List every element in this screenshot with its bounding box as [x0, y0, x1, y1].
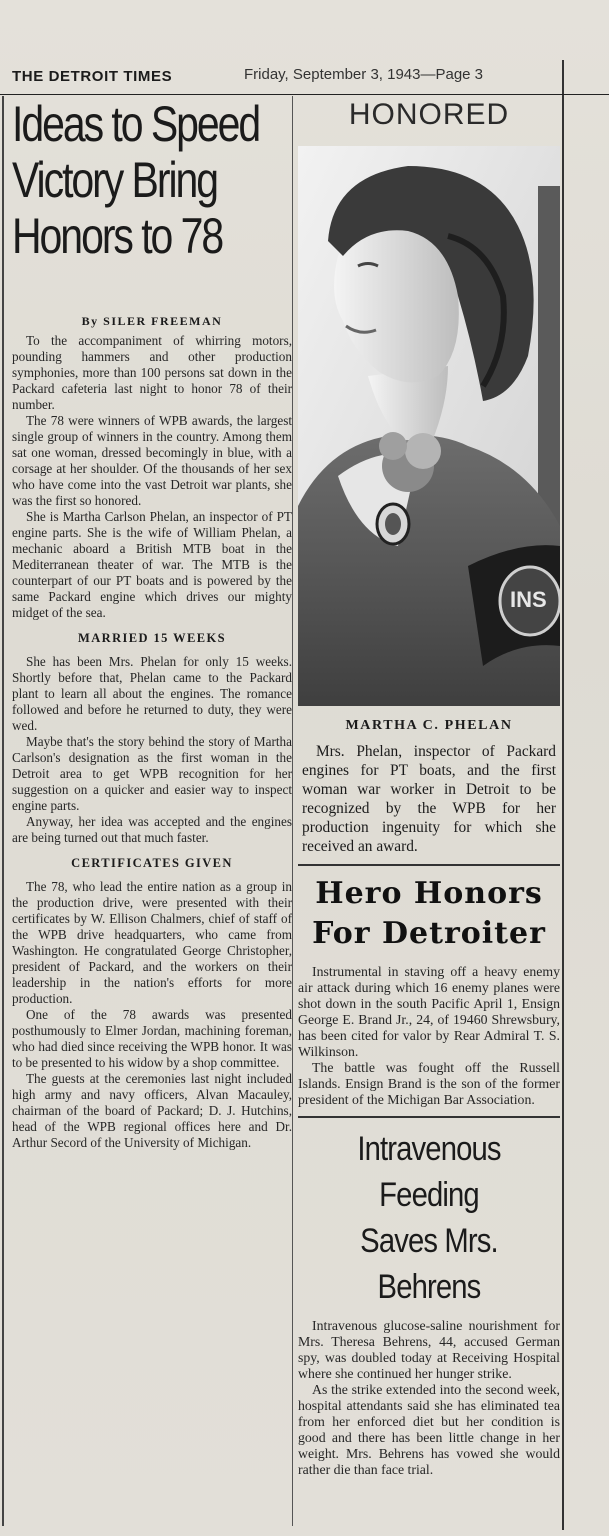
- headline-line: Victory Bring: [12, 152, 218, 208]
- story-paragraph: The 78 were winners of WPB awards, the largest single group of winners in the country. Among them sat one woman, dressed becomingly in blue, with a corsage at her shoulder. Of the thousands of her sex who have come into the vast Detroit war plants, she was the first so honored.: [12, 413, 292, 508]
- headline-line: For Detroiter: [312, 916, 546, 951]
- headline-line: Saves Mrs. Behrens: [360, 1222, 498, 1306]
- right-edge-rule: [562, 60, 564, 1530]
- story-paragraph: As the strike extended into the second week, hospital attendants said she has eliminated tea from her enforced diet but her condition is good and there has been little change in her weight. Mrs. Behrens has vowed she would rather die than face trial.: [298, 1382, 560, 1477]
- story-paragraph: She has been Mrs. Phelan for only 15 weeks. Shortly before that, Phelan came to the Packard plant to learn all about the engines. The romance followed and before he returned to duty, they were wed.: [12, 654, 292, 733]
- column-rule: [292, 96, 293, 1526]
- photo-label: HONORED: [348, 98, 510, 131]
- right-column: [298, 96, 560, 1478]
- story-paragraph: The battle was fought off the Russell Islands. Ensign Brand is the son of the former president of the Michigan Bar Association.: [298, 1060, 560, 1107]
- behrens-headline: [316, 1126, 541, 1310]
- headline-line: Intravenous Feeding: [357, 1130, 501, 1214]
- story-paragraph: The 78, who lead the entire nation as a group in the production drive, were presented with their certificates by W. Ellison Chalmers, chief of staff of the WPB drive headquarters, who came from Washington. He congratulated George Christopher, president of Packard, and the workers on their leadership in the nation's efforts for more production.: [12, 879, 292, 1006]
- headline-line: Ideas to Speed: [12, 96, 260, 152]
- caption-text: Mrs. Phelan, inspector of Packard engines for PT boats, and the first woman war worker in Detroit to be recognized by the WPB for her production ingenuity for which she received an award.: [302, 743, 556, 855]
- headline-line: Hero Honors: [315, 876, 543, 911]
- story-paragraph: Anyway, her idea was accepted and the engines are being turned out that much faster.: [12, 814, 292, 845]
- left-edge-rule: [2, 96, 4, 1526]
- story-paragraph: Intravenous glucose-saline nourishment for Mrs. Theresa Behrens, 44, accused German spy, was doubled today at Receiving Hospital where she continued her hunger strike.: [298, 1318, 560, 1381]
- section-rule: [298, 1116, 560, 1118]
- subhead-married: MARRIED 15 WEEKS: [78, 631, 226, 645]
- subhead-certificates: CERTIFICATES GIVEN: [71, 856, 233, 870]
- byline: By SILER FREEMAN: [81, 314, 223, 328]
- masthead: [0, 62, 609, 95]
- portrait-photo: [298, 146, 560, 706]
- hero-headline: [298, 874, 560, 954]
- headline-line: Honors to 78: [12, 208, 223, 264]
- main-headline: [12, 96, 291, 308]
- armband-text: INS: [510, 587, 547, 612]
- main-story: [12, 96, 292, 1151]
- portrait-illustration: [298, 146, 560, 706]
- story-paragraph: She is Martha Carlson Phelan, an inspector of PT engine parts. She is the wife of William Phelan, a mechanic aboard a British MTB boat in the Mediterranean theater of war. The MTB is the counterpart of our PT boats and is powered by the same Packard engine which drives our mighty midget of the sea.: [12, 509, 292, 620]
- paper-name: THE DETROIT TIMES: [12, 68, 173, 85]
- caption-name: MARTHA C. PHELAN: [345, 718, 513, 733]
- story-paragraph: To the accompaniment of whirring motors, pounding hammers and other production symphonies, more than 100 persons sat down in the Packard cafeteria last night to honor 78 of their number.: [12, 333, 292, 412]
- section-rule: [298, 864, 560, 866]
- dateline: Friday, September 3, 1943—Page 3: [244, 66, 484, 83]
- story-paragraph: The guests at the ceremonies last night included high army and navy officers, Alvan Macauley, chairman of the board of Packard; D. J. Hutchins, head of the WPB regional offices here and Dr. Arthur Secord of the University of Michigan.: [12, 1071, 292, 1150]
- story-paragraph: One of the 78 awards was presented posthumously to Elmer Jordan, machining foreman, who had died since receiving the WPB honor. It was to be presented to his widow by a shop committee.: [12, 1007, 292, 1070]
- story-paragraph: Maybe that's the story behind the story of Martha Carlson's designation as the first woman in the Detroit area to get WPB recognition for her suggestion on a quicker and easier way to inspect engine parts.: [12, 734, 292, 813]
- story-paragraph: Instrumental in staving off a heavy enemy air attack during which 16 enemy planes were shot down in the south Pacific April 1, Ensign George E. Brand Jr., 24, of 19460 Shrewsbury, has been cited for valor by Rear Admiral T. S. Wilkinson.: [298, 964, 560, 1059]
